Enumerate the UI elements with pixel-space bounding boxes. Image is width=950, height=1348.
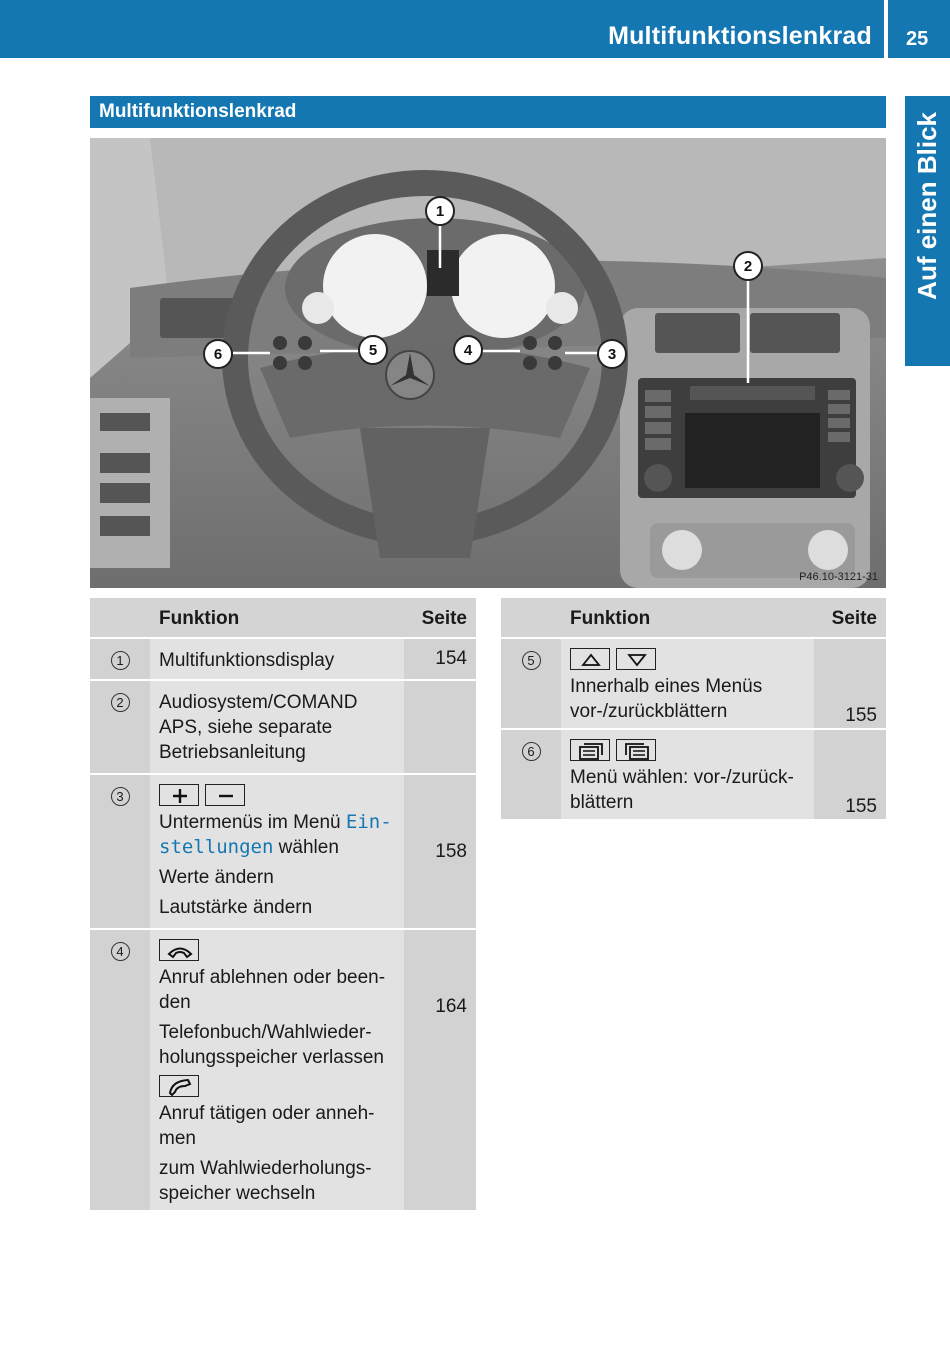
function-table-right xyxy=(501,598,886,819)
row-number: 2 xyxy=(111,693,130,712)
table-row xyxy=(90,680,476,774)
row-number: 6 xyxy=(522,742,541,761)
table-row xyxy=(501,729,886,819)
function-text: Werte ändern xyxy=(159,867,274,888)
column-header-function: Funktion xyxy=(150,598,404,638)
callout-3: 3 xyxy=(607,346,617,363)
callout-5: 5 xyxy=(368,342,378,359)
row-number: 1 xyxy=(111,651,130,670)
multifunction-display xyxy=(427,250,459,296)
function-text: holungsspeicher verlassen xyxy=(159,1047,384,1068)
steering-wheel-figure xyxy=(90,138,886,588)
function-text: blättern xyxy=(570,792,634,813)
menu-name: stellungen xyxy=(159,836,274,858)
function-text: Telefonbuch/Wahlwieder- xyxy=(159,1022,372,1043)
function-text: den xyxy=(159,992,191,1013)
function-text: APS, siehe separate xyxy=(159,717,333,738)
callout-4: 4 xyxy=(463,342,473,359)
column-header-function: Funktion xyxy=(561,598,814,638)
column-header-page: Seite xyxy=(404,598,476,638)
page-ref: 158 xyxy=(404,774,476,929)
page-ref: 154 xyxy=(404,638,476,680)
side-tab-label: Auf einen Blick xyxy=(912,112,942,300)
page-ref: 164 xyxy=(404,929,476,1210)
function-table-left xyxy=(90,598,476,1210)
cockpit-illustration xyxy=(90,138,886,588)
arrow-up-key-icon xyxy=(570,648,610,670)
plus-key-icon xyxy=(159,784,199,806)
function-text: Innerhalb eines Menüs xyxy=(570,676,763,697)
function-text: men xyxy=(159,1128,196,1149)
speedometer xyxy=(323,234,427,338)
column-header-page: Seite xyxy=(814,598,886,638)
call-key-icon xyxy=(159,1075,199,1097)
function-text: speicher wechseln xyxy=(159,1183,316,1204)
row-number: 4 xyxy=(111,942,130,961)
section-title: Multifunktionslenkrad xyxy=(90,96,886,128)
tachometer xyxy=(451,234,555,338)
page-number-box xyxy=(888,0,950,58)
function-text: Untermenüs im Menü xyxy=(159,812,346,833)
page-forward-key-icon xyxy=(570,739,610,761)
callout-2: 2 xyxy=(743,258,753,275)
function-text: Anruf ablehnen oder been- xyxy=(159,967,386,988)
menu-name: Ein- xyxy=(345,811,392,833)
figure-reference: P46.10-3121-31 xyxy=(799,571,878,583)
row-number: 3 xyxy=(111,787,130,806)
function-text: vor-/zurückblättern xyxy=(570,701,728,722)
header-title: Multifunktionslenkrad xyxy=(608,22,872,50)
page-ref: 155 xyxy=(814,638,886,729)
function-text: wählen xyxy=(273,837,339,858)
callout-1: 1 xyxy=(435,203,445,220)
page-number: 25 xyxy=(906,28,929,50)
hang-up-key-icon xyxy=(159,939,199,961)
page-back-key-icon xyxy=(616,739,656,761)
header-bar xyxy=(0,0,884,58)
table-row xyxy=(90,638,476,680)
function-text: Menü wählen: vor-/zurück- xyxy=(570,767,794,788)
table-row xyxy=(90,929,476,1210)
page-ref: 155 xyxy=(814,729,886,819)
side-tab xyxy=(905,96,950,366)
row-number: 5 xyxy=(522,651,541,670)
function-text: Multifunktionsdisplay xyxy=(159,650,335,671)
table-row xyxy=(501,638,886,729)
function-text: Betriebsanleitung xyxy=(159,742,306,763)
page-ref xyxy=(404,680,476,774)
minus-key-icon xyxy=(205,784,245,806)
callout-6: 6 xyxy=(213,346,223,363)
function-text: Audiosystem/COMAND xyxy=(159,692,358,713)
function-text: Anruf tätigen oder anneh- xyxy=(159,1103,375,1124)
function-text: Lautstärke ändern xyxy=(159,897,313,918)
function-text: zum Wahlwiederholungs- xyxy=(159,1158,372,1179)
arrow-down-key-icon xyxy=(616,648,656,670)
table-row xyxy=(90,774,476,929)
